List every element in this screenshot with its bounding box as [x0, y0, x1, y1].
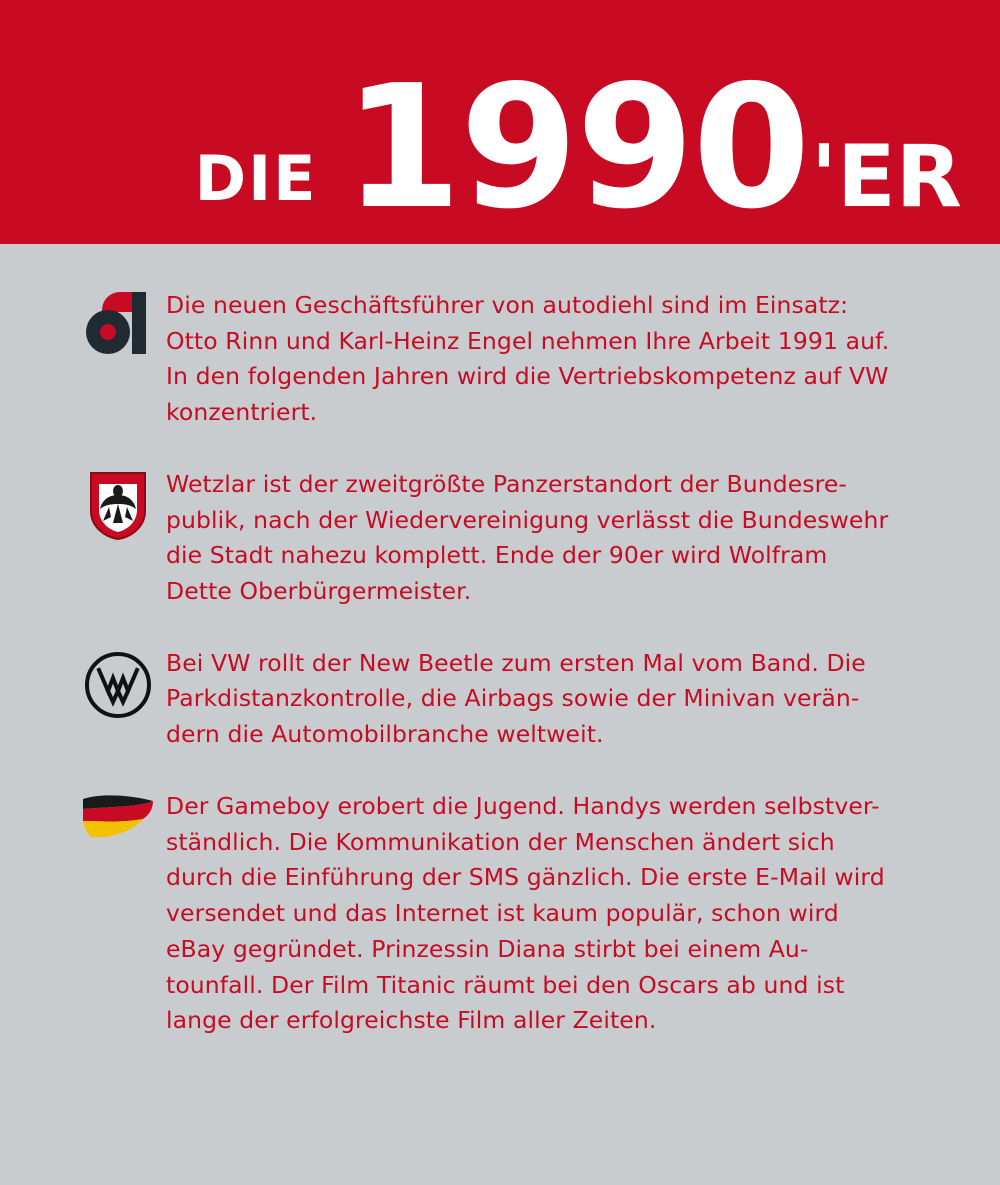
list-item [70, 789, 940, 1039]
entry-text: Wetzlar ist der zweitgrößte Panzerstandort der Bundesre-publik, nach der Wiedervereinigung verlässt die Bundeswehr die Stadt nahezu komplett. Ende der 90er wird Wolfram Dette Oberbürgermeister. [166, 469, 889, 606]
vw-logo-icon [70, 646, 166, 730]
decade-banner [0, 0, 1000, 244]
list-item [70, 288, 940, 431]
list-item [70, 467, 940, 610]
wetzlar-coat-of-arms-icon [70, 467, 166, 551]
banner-suffix: 'ER [810, 127, 962, 228]
banner-year: 1990 [343, 49, 809, 244]
german-flag-icon [70, 789, 166, 873]
entry-text: Der Gameboy erobert die Jugend. Handys werden selbstver-ständlich. Die Kommunikation der Menschen ändert sich durch die Einführung der SMS gänzlich. Die erste E-Mail wird versendet und das Internet ist kaum populär, schon wird eBay gegründet. Prinzessin Diana stirbt bei einem Au-tounfall. Der Film Titanic räumt bei den Oscars ab und ist lange der erfolgreichste Film aller Zeiten. [166, 791, 885, 1035]
banner-title [194, 49, 962, 244]
entry-text: Bei VW rollt der New Beetle zum ersten Mal vom Band. Die Parkdistanzkontrolle, die Airbags sowie der Minivan verän-dern die Automobilbranche weltweit. [166, 648, 866, 749]
list-item [70, 646, 940, 753]
entry-list [0, 244, 1000, 1039]
autodiehl-logo-icon [70, 288, 166, 372]
entry-text: Die neuen Geschäftsführer von autodiehl sind im Einsatz: Otto Rinn und Karl-Heinz Engel nehmen Ihre Arbeit 1991 auf. In den folgenden Jahren wird die Vertriebskompetenz auf VW konzentriert. [166, 291, 890, 427]
banner-prefix: DIE [194, 142, 318, 216]
